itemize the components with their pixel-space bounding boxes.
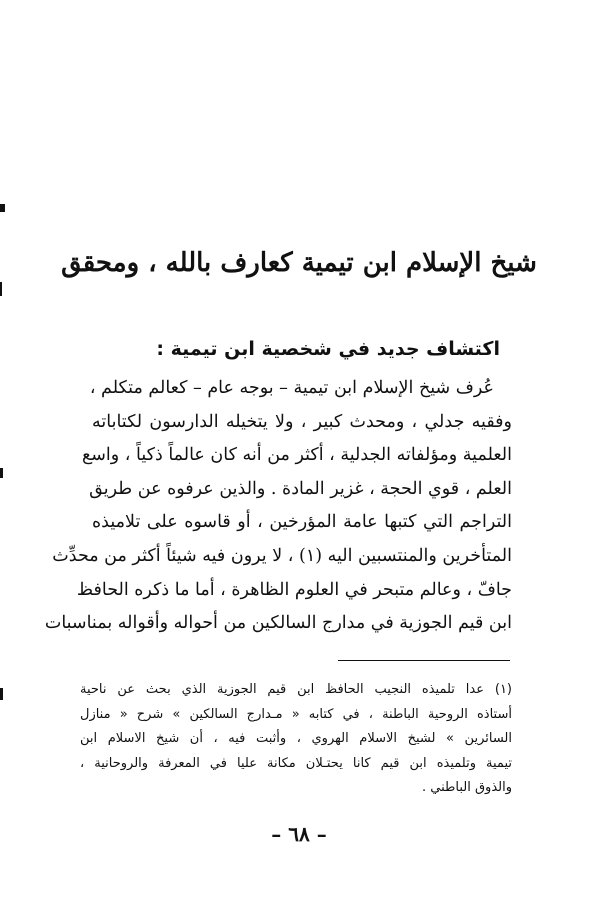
footnote-separator bbox=[338, 660, 510, 661]
footnote-line: (١) عدا تلميذه النجيب الحافظ ابن قيم الجوزية الذي بحث عن ناحية bbox=[80, 682, 512, 697]
scan-edge-mark bbox=[0, 204, 5, 212]
scan-edge-mark bbox=[0, 282, 2, 296]
body-line: جافّ ، وعالم متبحر في العلوم الظاهرة ، أما ما ذكره الحافظ bbox=[76, 579, 512, 600]
footnote-line: السائرين » لشيخ الاسلام الهروي ، وأثبت فيه ، أن شيخ الاسلام ابن bbox=[80, 731, 512, 746]
body-line: العلمية ومؤلفاته الجدلية ، أكثر من أنه كان عالماً ذكياً ، واسع bbox=[81, 445, 512, 466]
body-line: وفقيه جدلي ، ومحدث كبير ، ولا يتخيله الدارسون لكتاباته bbox=[92, 411, 512, 432]
chapter-title: شيخ الإسلام ابن تيمية كعارف بالله ، ومحقق bbox=[61, 248, 537, 278]
body-line: عُرف شيخ الإسلام ابن تيمية – بوجه عام – كعالم متكلم ، bbox=[89, 378, 494, 398]
body-line: العلم ، قوي الحجة ، غزير المادة . والذين عرفوه عن طريق bbox=[89, 478, 512, 499]
body-text bbox=[44, 372, 512, 641]
section-heading: اكتشاف جديد في شخصية ابن تيمية : bbox=[156, 338, 500, 360]
footnote-line: تيمية وتلميذه ابن قيم كانا يحتـلان مكانة عليا في المعرفة والروحانية ، bbox=[80, 755, 512, 771]
scan-edge-mark bbox=[0, 468, 3, 478]
footnote-line: أستاذه الروحية الباطنة ، في كتابه « مـدارج السالكين » شرح « منازل bbox=[80, 706, 512, 722]
body-line: التراجم التي كتبها عامة المؤرخين ، أو قاسوه على تلاميذه bbox=[92, 512, 512, 533]
body-line: المتأخرين والمنتسبين اليه (١) ، لا يرون فيه شيئاً أكثر من محدِّث bbox=[52, 545, 512, 566]
scan-edge-mark bbox=[0, 688, 3, 700]
page-number: – ٦٨ – bbox=[271, 822, 327, 846]
body-line: ابن قيم الجوزية في مدارج السالكين من أحواله وأقواله بمناسبات bbox=[44, 613, 512, 634]
footnotes bbox=[80, 678, 512, 801]
footnote-line: والذوق الباطني . bbox=[422, 780, 512, 795]
